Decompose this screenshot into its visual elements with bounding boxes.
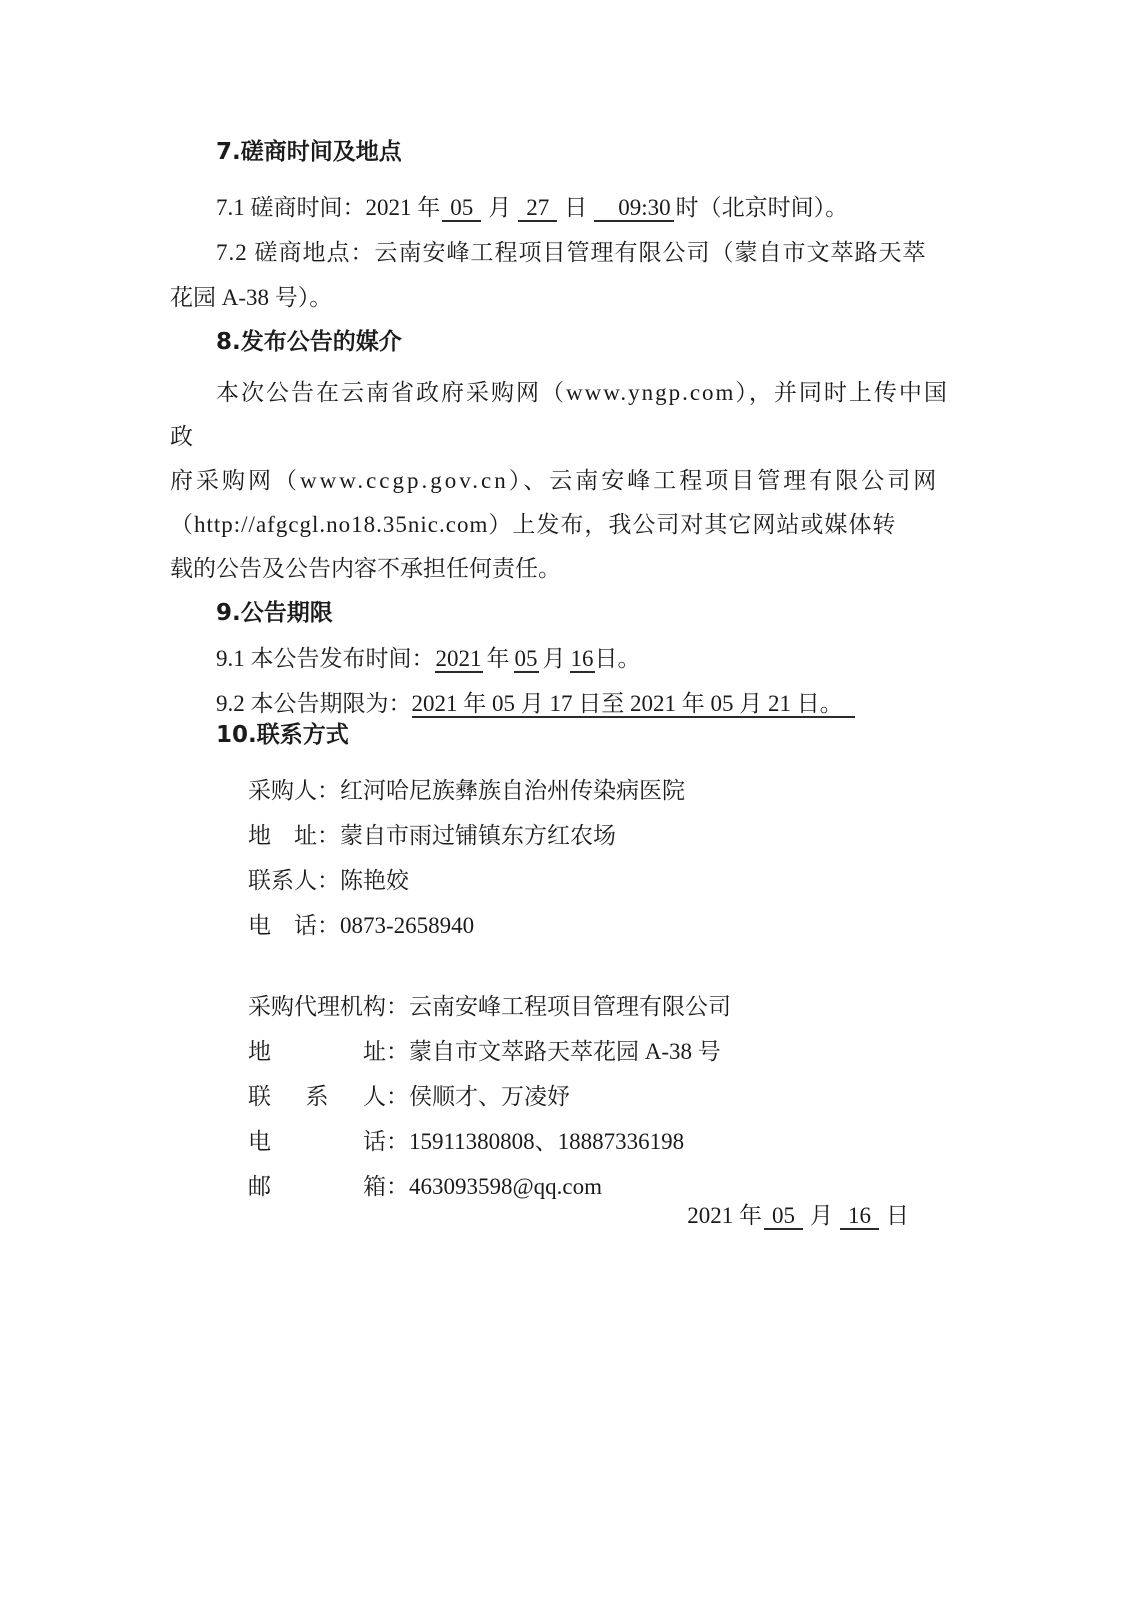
agency-label: 采购代理机构 — [248, 994, 386, 1019]
announce-publish-date-line — [170, 636, 965, 681]
section-7-heading: 7.磋商时间及地点 — [216, 139, 402, 165]
agency-email: 463093598@qq.com — [409, 1174, 603, 1199]
media-paragraph — [170, 371, 965, 591]
agency-contact-person: 侯顺才、万凌妤 — [409, 1084, 570, 1109]
publish-date-prefix: 9.1 本公告发布时间： — [216, 646, 435, 671]
section-8-heading: 8.发布公告的媒介 — [216, 329, 402, 355]
consultation-place-line-1: 7.2 磋商地点：云南安峰工程项目管理有限公司（蒙自市文萃路天萃 — [216, 240, 927, 265]
announce-period-range: 2021 年 05 月 17 日至 2021 年 05 月 21 日。 — [412, 691, 855, 718]
agency-name: 云南安峰工程项目管理有限公司 — [409, 994, 731, 1019]
purchaser-address-row — [170, 813, 965, 858]
agency-phone-row — [170, 1119, 965, 1164]
address-label: 地址 — [248, 1039, 386, 1064]
day-char: 日 — [564, 195, 588, 220]
purchaser-phone: 0873-2658940 — [340, 913, 475, 938]
consultation-time-line — [170, 185, 965, 230]
consultation-place-line-2: 花园 A-38 号）。 — [170, 285, 333, 310]
consultation-time-prefix: 7.1 磋商时间：2021 年 — [216, 195, 441, 220]
purchaser-name-row — [170, 768, 965, 813]
agency-contact-block — [170, 984, 965, 1209]
colon: ： — [386, 1129, 409, 1154]
purchaser-address: 蒙自市雨过铺镇东方红农场 — [340, 823, 616, 848]
colon: ： — [386, 1174, 409, 1199]
publish-date-suffix: 日。 — [594, 646, 641, 671]
consultation-time-suffix: 时（北京时间）。 — [675, 195, 849, 220]
phone-label: 电话 — [248, 913, 317, 938]
media-paragraph-line-3: （http://afgcgl.no18.35nic.com）上发布，我公司对其它网站或媒体转 — [170, 512, 897, 537]
agency-address-row — [170, 1029, 965, 1074]
colon: ： — [386, 1084, 409, 1109]
purchaser-label: 采购人 — [248, 778, 317, 803]
signature-day-blank: 16 — [840, 1203, 879, 1230]
phone-label: 电话 — [248, 1129, 386, 1154]
purchaser-name: 红河哈尼族彝族自治州传染病医院 — [340, 778, 685, 803]
media-paragraph-line-1: 本次公告在云南省政府采购网（www.yngp.com），并同时上传中国政 — [170, 380, 949, 449]
email-label: 邮箱 — [248, 1174, 386, 1199]
consultation-hour-blank: 09:30 — [594, 195, 673, 222]
colon: ： — [317, 868, 340, 893]
publish-day-value: 16 — [570, 646, 594, 671]
agency-address: 蒙自市文萃路天萃花园 A-38 号 — [409, 1039, 721, 1064]
consultation-day-blank: 27 — [518, 195, 557, 222]
consultation-month-blank: 05 — [442, 195, 481, 222]
agency-contact-person-row — [170, 1074, 965, 1119]
section-10-heading: 10.联系方式 — [216, 722, 349, 748]
announce-period-prefix: 9.2 本公告期限为： — [216, 691, 412, 716]
address-label: 地址 — [248, 823, 317, 848]
colon: ： — [317, 823, 340, 848]
signature-year: 2021 年 — [687, 1203, 762, 1228]
signature-month-blank: 05 — [764, 1203, 803, 1230]
section-9-heading: 9.公告期限 — [216, 600, 333, 626]
agency-phone: 15911380808、18887336198 — [409, 1129, 685, 1154]
publish-year-value: 2021 — [435, 646, 482, 671]
agency-name-row — [170, 984, 965, 1029]
publish-month-value: 05 — [514, 646, 538, 671]
colon: ： — [386, 994, 409, 1019]
media-paragraph-line-4: 载的公告及公告内容不承担任何责任。 — [170, 556, 561, 581]
purchaser-contact-block — [170, 768, 965, 948]
purchaser-phone-row — [170, 903, 965, 948]
purchaser-contact-person: 陈艳姣 — [340, 868, 409, 893]
purchaser-contact-person-row — [170, 858, 965, 903]
contact-person-label: 联系人 — [248, 1084, 386, 1109]
month-char: 月 — [488, 195, 512, 220]
year-char: 年 — [486, 646, 510, 671]
month-char: 月 — [542, 646, 566, 671]
month-char: 月 — [810, 1203, 833, 1228]
media-paragraph-line-2: 府采购网（www.ccgp.gov.cn）、云南安峰工程项目管理有限公司网 — [170, 468, 940, 493]
day-char: 日 — [886, 1203, 909, 1228]
colon: ： — [317, 913, 340, 938]
colon: ： — [317, 778, 340, 803]
contact-person-label: 联系人 — [248, 868, 317, 893]
colon: ： — [386, 1039, 409, 1064]
